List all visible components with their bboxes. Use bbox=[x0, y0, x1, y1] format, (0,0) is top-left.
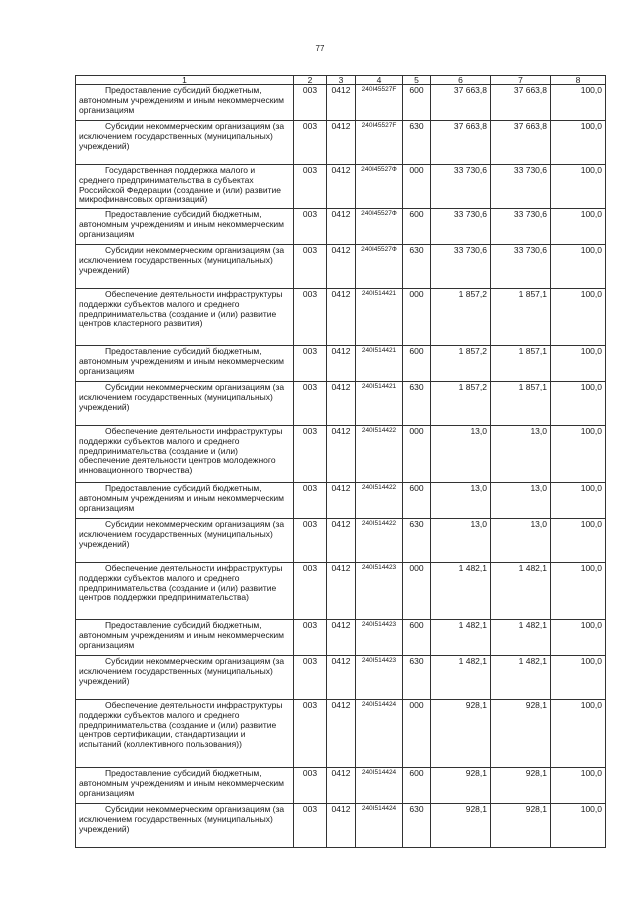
executed-amount-cell: 928,1 bbox=[491, 804, 551, 848]
execution-percent-cell: 100,0 bbox=[551, 426, 606, 483]
target-article-code-cell: 240I514421 bbox=[356, 382, 403, 426]
grbs-code-cell: 003 bbox=[294, 768, 327, 804]
expense-type-code-cell: 600 bbox=[403, 483, 431, 519]
executed-amount-cell: 33 730,6 bbox=[491, 245, 551, 289]
table-row bbox=[76, 804, 606, 848]
grbs-code-cell: 003 bbox=[294, 245, 327, 289]
table-row bbox=[76, 209, 606, 245]
grbs-code-cell: 003 bbox=[294, 563, 327, 620]
grbs-code-cell: 003 bbox=[294, 382, 327, 426]
target-article-code-cell: 240I514423 bbox=[356, 563, 403, 620]
table-row bbox=[76, 346, 606, 382]
section-code-cell: 0412 bbox=[327, 165, 356, 209]
row-name-cell bbox=[76, 245, 294, 289]
execution-percent-cell: 100,0 bbox=[551, 209, 606, 245]
column-header: 2 bbox=[294, 76, 327, 85]
execution-percent-cell: 100,0 bbox=[551, 289, 606, 346]
table-row bbox=[76, 620, 606, 656]
row-name-text: Обеспечение деятельности инфраструктуры поддержки субъектов малого и среднего предпринимательства (создание и (или) развитие центров кластерного развития) bbox=[79, 289, 283, 329]
section-code-cell: 0412 bbox=[327, 289, 356, 346]
expense-type-code-cell: 630 bbox=[403, 656, 431, 700]
planned-amount-cell: 1 482,1 bbox=[431, 620, 491, 656]
executed-amount-cell: 37 663,8 bbox=[491, 121, 551, 165]
section-code-cell: 0412 bbox=[327, 768, 356, 804]
planned-amount-cell: 1 482,1 bbox=[431, 656, 491, 700]
grbs-code-cell: 003 bbox=[294, 121, 327, 165]
execution-percent-cell: 100,0 bbox=[551, 656, 606, 700]
row-name-cell bbox=[76, 768, 294, 804]
row-name-cell bbox=[76, 563, 294, 620]
row-name-cell bbox=[76, 382, 294, 426]
grbs-code-cell: 003 bbox=[294, 209, 327, 245]
target-article-code-cell: 240I514422 bbox=[356, 426, 403, 483]
executed-amount-cell: 928,1 bbox=[491, 768, 551, 804]
table-row bbox=[76, 656, 606, 700]
row-name-text: Субсидии некоммерческим организациям (за исключением государственных (муниципальных) учреждений) bbox=[79, 804, 285, 834]
execution-percent-cell: 100,0 bbox=[551, 519, 606, 563]
target-article-code-cell: 240I45527Ф bbox=[356, 209, 403, 245]
table-row bbox=[76, 563, 606, 620]
table-row bbox=[76, 85, 606, 121]
planned-amount-cell: 13,0 bbox=[431, 519, 491, 563]
executed-amount-cell: 1 482,1 bbox=[491, 620, 551, 656]
executed-amount-cell: 13,0 bbox=[491, 519, 551, 563]
planned-amount-cell: 928,1 bbox=[431, 768, 491, 804]
execution-percent-cell: 100,0 bbox=[551, 85, 606, 121]
execution-percent-cell: 100,0 bbox=[551, 620, 606, 656]
column-header: 4 bbox=[356, 76, 403, 85]
expense-type-code-cell: 000 bbox=[403, 700, 431, 768]
executed-amount-cell: 13,0 bbox=[491, 426, 551, 483]
row-name-text: Предоставление субсидий бюджетным, автономным учреждениям и иным некоммерческим организациям bbox=[79, 620, 285, 650]
planned-amount-cell: 1 857,2 bbox=[431, 346, 491, 382]
target-article-code-cell: 240I45527F bbox=[356, 85, 403, 121]
row-name-cell bbox=[76, 804, 294, 848]
section-code-cell: 0412 bbox=[327, 804, 356, 848]
expense-type-code-cell: 600 bbox=[403, 620, 431, 656]
row-name-text: Предоставление субсидий бюджетным, автономным учреждениям и иным некоммерческим организациям bbox=[79, 483, 285, 513]
section-code-cell: 0412 bbox=[327, 483, 356, 519]
execution-percent-cell: 100,0 bbox=[551, 700, 606, 768]
row-name-text: Субсидии некоммерческим организациям (за исключением государственных (муниципальных) учреждений) bbox=[79, 382, 285, 412]
row-name-text: Предоставление субсидий бюджетным, автономным учреждениям и иным некоммерческим организациям bbox=[79, 85, 285, 115]
row-name-text: Субсидии некоммерческим организациям (за исключением государственных (муниципальных) учреждений) bbox=[79, 519, 285, 549]
table-row bbox=[76, 519, 606, 563]
row-name-cell bbox=[76, 289, 294, 346]
row-name-cell bbox=[76, 700, 294, 768]
target-article-code-cell: 240I45527Ф bbox=[356, 245, 403, 289]
planned-amount-cell: 33 730,6 bbox=[431, 209, 491, 245]
expense-type-code-cell: 630 bbox=[403, 519, 431, 563]
row-name-text: Обеспечение деятельности инфраструктуры поддержки субъектов малого и среднего предпринимательства (создание и (или) развитие центров сертификации, стандартизации и испытаний (коллективного пользования)) bbox=[79, 700, 283, 750]
target-article-code-cell: 240I514424 bbox=[356, 768, 403, 804]
target-article-code-cell: 240I514422 bbox=[356, 483, 403, 519]
column-header: 6 bbox=[431, 76, 491, 85]
row-name-cell bbox=[76, 85, 294, 121]
section-code-cell: 0412 bbox=[327, 656, 356, 700]
planned-amount-cell: 33 730,6 bbox=[431, 245, 491, 289]
row-name-cell bbox=[76, 165, 294, 209]
section-code-cell: 0412 bbox=[327, 700, 356, 768]
row-name-cell bbox=[76, 519, 294, 563]
table-row bbox=[76, 382, 606, 426]
row-name-cell bbox=[76, 620, 294, 656]
table-row bbox=[76, 245, 606, 289]
section-code-cell: 0412 bbox=[327, 519, 356, 563]
section-code-cell: 0412 bbox=[327, 620, 356, 656]
executed-amount-cell: 33 730,6 bbox=[491, 209, 551, 245]
expense-type-code-cell: 630 bbox=[403, 804, 431, 848]
grbs-code-cell: 003 bbox=[294, 519, 327, 563]
executed-amount-cell: 1 482,1 bbox=[491, 656, 551, 700]
execution-percent-cell: 100,0 bbox=[551, 245, 606, 289]
planned-amount-cell: 33 730,6 bbox=[431, 165, 491, 209]
section-code-cell: 0412 bbox=[327, 245, 356, 289]
target-article-code-cell: 240I514421 bbox=[356, 289, 403, 346]
row-name-text: Обеспечение деятельности инфраструктуры поддержки субъектов малого и среднего предпринимательства (создание и (или) развитие центров поддержки предпринимательства) bbox=[79, 563, 283, 603]
execution-percent-cell: 100,0 bbox=[551, 563, 606, 620]
executed-amount-cell: 928,1 bbox=[491, 700, 551, 768]
section-code-cell: 0412 bbox=[327, 85, 356, 121]
section-code-cell: 0412 bbox=[327, 121, 356, 165]
column-header: 7 bbox=[491, 76, 551, 85]
expense-type-code-cell: 630 bbox=[403, 382, 431, 426]
executed-amount-cell: 1 482,1 bbox=[491, 563, 551, 620]
expense-type-code-cell: 600 bbox=[403, 85, 431, 121]
row-name-text: Субсидии некоммерческим организациям (за исключением государственных (муниципальных) учреждений) bbox=[79, 121, 285, 151]
table-row bbox=[76, 426, 606, 483]
grbs-code-cell: 003 bbox=[294, 426, 327, 483]
target-article-code-cell: 240I514424 bbox=[356, 804, 403, 848]
section-code-cell: 0412 bbox=[327, 209, 356, 245]
expense-type-code-cell: 000 bbox=[403, 426, 431, 483]
row-name-cell bbox=[76, 121, 294, 165]
row-name-cell bbox=[76, 483, 294, 519]
row-name-text: Субсидии некоммерческим организациям (за исключением государственных (муниципальных) учреждений) bbox=[79, 656, 285, 686]
column-header: 5 bbox=[403, 76, 431, 85]
column-header: 8 bbox=[551, 76, 606, 85]
column-header: 1 bbox=[76, 76, 294, 85]
row-name-cell bbox=[76, 209, 294, 245]
grbs-code-cell: 003 bbox=[294, 620, 327, 656]
execution-percent-cell: 100,0 bbox=[551, 121, 606, 165]
planned-amount-cell: 37 663,8 bbox=[431, 85, 491, 121]
executed-amount-cell: 33 730,6 bbox=[491, 165, 551, 209]
table-row bbox=[76, 768, 606, 804]
planned-amount-cell: 37 663,8 bbox=[431, 121, 491, 165]
section-code-cell: 0412 bbox=[327, 426, 356, 483]
target-article-code-cell: 240I514423 bbox=[356, 656, 403, 700]
page-number: 77 bbox=[315, 44, 325, 53]
row-name-cell bbox=[76, 346, 294, 382]
grbs-code-cell: 003 bbox=[294, 483, 327, 519]
planned-amount-cell: 928,1 bbox=[431, 700, 491, 768]
grbs-code-cell: 003 bbox=[294, 346, 327, 382]
planned-amount-cell: 13,0 bbox=[431, 426, 491, 483]
budget-table bbox=[75, 75, 606, 848]
column-header: 3 bbox=[327, 76, 356, 85]
table-row bbox=[76, 483, 606, 519]
execution-percent-cell: 100,0 bbox=[551, 768, 606, 804]
column-number-row bbox=[76, 76, 606, 85]
grbs-code-cell: 003 bbox=[294, 656, 327, 700]
planned-amount-cell: 13,0 bbox=[431, 483, 491, 519]
row-name-text: Предоставление субсидий бюджетным, автономным учреждениям и иным некоммерческим организациям bbox=[79, 346, 285, 376]
expense-type-code-cell: 000 bbox=[403, 563, 431, 620]
expense-type-code-cell: 630 bbox=[403, 245, 431, 289]
expense-type-code-cell: 000 bbox=[403, 289, 431, 346]
row-name-text: Субсидии некоммерческим организациям (за исключением государственных (муниципальных) учреждений) bbox=[79, 245, 285, 275]
grbs-code-cell: 003 bbox=[294, 165, 327, 209]
executed-amount-cell: 1 857,1 bbox=[491, 382, 551, 426]
executed-amount-cell: 1 857,1 bbox=[491, 289, 551, 346]
table-row bbox=[76, 700, 606, 768]
expense-type-code-cell: 600 bbox=[403, 346, 431, 382]
executed-amount-cell: 13,0 bbox=[491, 483, 551, 519]
planned-amount-cell: 928,1 bbox=[431, 804, 491, 848]
row-name-text: Предоставление субсидий бюджетным, автономным учреждениям и иным некоммерческим организациям bbox=[79, 768, 285, 798]
row-name-cell bbox=[76, 656, 294, 700]
section-code-cell: 0412 bbox=[327, 382, 356, 426]
target-article-code-cell: 240I514423 bbox=[356, 620, 403, 656]
expense-type-code-cell: 600 bbox=[403, 768, 431, 804]
expense-type-code-cell: 600 bbox=[403, 209, 431, 245]
execution-percent-cell: 100,0 bbox=[551, 346, 606, 382]
target-article-code-cell: 240I45527Ф bbox=[356, 165, 403, 209]
execution-percent-cell: 100,0 bbox=[551, 483, 606, 519]
execution-percent-cell: 100,0 bbox=[551, 382, 606, 426]
planned-amount-cell: 1 857,2 bbox=[431, 382, 491, 426]
row-name-text: Государственная поддержка малого и среднего предпринимательства в субъектах Российской Федерации (создание и (или) развитие микрофинансовых организаций) bbox=[79, 165, 282, 205]
row-name-text: Предоставление субсидий бюджетным, автономным учреждениям и иным некоммерческим организациям bbox=[79, 209, 285, 239]
row-name-text: Обеспечение деятельности инфраструктуры поддержки субъектов малого и среднего предпринимательства (создание и (или) обеспечение деятельности центров молодежного инновационного творчества) bbox=[79, 426, 283, 476]
expense-type-code-cell: 000 bbox=[403, 165, 431, 209]
table-row bbox=[76, 289, 606, 346]
table-row bbox=[76, 165, 606, 209]
executed-amount-cell: 1 857,1 bbox=[491, 346, 551, 382]
table-row bbox=[76, 121, 606, 165]
target-article-code-cell: 240I514421 bbox=[356, 346, 403, 382]
grbs-code-cell: 003 bbox=[294, 700, 327, 768]
target-article-code-cell: 240I45527F bbox=[356, 121, 403, 165]
execution-percent-cell: 100,0 bbox=[551, 804, 606, 848]
executed-amount-cell: 37 663,8 bbox=[491, 85, 551, 121]
grbs-code-cell: 003 bbox=[294, 289, 327, 346]
target-article-code-cell: 240I514424 bbox=[356, 700, 403, 768]
execution-percent-cell: 100,0 bbox=[551, 165, 606, 209]
target-article-code-cell: 240I514422 bbox=[356, 519, 403, 563]
section-code-cell: 0412 bbox=[327, 346, 356, 382]
planned-amount-cell: 1 857,2 bbox=[431, 289, 491, 346]
expense-type-code-cell: 630 bbox=[403, 121, 431, 165]
planned-amount-cell: 1 482,1 bbox=[431, 563, 491, 620]
grbs-code-cell: 003 bbox=[294, 85, 327, 121]
grbs-code-cell: 003 bbox=[294, 804, 327, 848]
table-body bbox=[76, 85, 606, 848]
row-name-cell bbox=[76, 426, 294, 483]
section-code-cell: 0412 bbox=[327, 563, 356, 620]
